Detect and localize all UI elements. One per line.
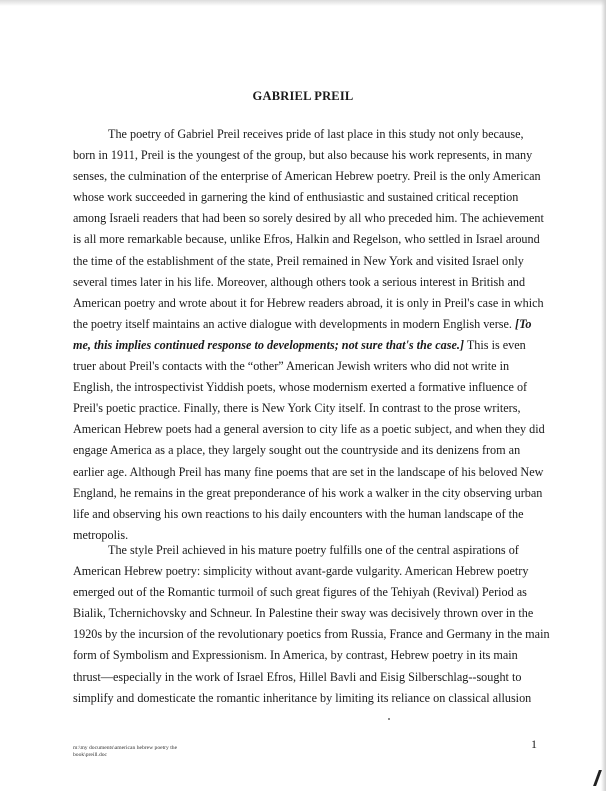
text-line: several times later in his life. Moreover, although others took a serious interest in British and	[73, 274, 526, 289]
text-segment: the poetry itself maintains an active dialogue with developments in modern English verse.	[73, 316, 512, 331]
scan-speck	[388, 718, 390, 720]
document-title: GABRIEL PREIL	[252, 89, 354, 103]
footer-path-line: m:\my documents\american hebrew poetry the	[73, 745, 178, 751]
text-line: life and observing his own reactions to his daily encounters with the human landscape of the	[73, 506, 524, 521]
text-line: born in 1911, Preil is the youngest of the group, but also because his work represents, in many	[73, 148, 533, 163]
text-line: English, the introspectivist Yiddish poets, whose modernism exerted a formative influence of	[73, 380, 528, 395]
scan-edge-top	[0, 0, 606, 6]
text-line: is all more remarkable because, unlike Efros, Halkin and Regelson, who settled in Israel around	[73, 232, 540, 247]
text-line: The poetry of Gabriel Preil receives pride of last place in this study not only because,	[108, 127, 524, 141]
text-line	[73, 335, 545, 356]
text-line: Preil's poetic practice. Finally, there is New York City itself. In contrast to the prose writers,	[73, 401, 521, 416]
text-line: American poetry and wrote about it for Hebrew readers abroad, it is only in Preil's case in which	[73, 295, 544, 310]
text-line: American Hebrew poetry: simplicity without avant-garde vulgarity. American Hebrew poetry	[73, 564, 529, 579]
editorial-note: me, this implies continued response to developments; not sure that's the case.]	[73, 337, 465, 352]
text-line: 1920s by the incursion of the revolutionary poetics from Russia, France and Germany in the main	[73, 627, 550, 642]
text-line: among Israeli readers that had been so sorely desired by all who preceded him. The achievement	[73, 211, 544, 226]
text-line: metropolis.	[73, 527, 129, 542]
paragraph-1	[73, 124, 545, 546]
paragraph-2	[73, 540, 550, 709]
text-line: thrust—especially in the work of Israel Efros, Hillel Bavli and Eisig Silberschlag--sought to	[73, 669, 522, 684]
footer-file-path	[73, 745, 233, 759]
text-line: the time of the establishment of the state, Preil remained in New York and visited Israel only	[73, 253, 524, 268]
scan-edge-right	[601, 0, 606, 791]
text-line: truer about Preil's contacts with the “other” American Jewish writers who did not write in	[73, 359, 510, 374]
text-line: England, he remains in the great preponderance of his work a walker in the city observing urban	[73, 485, 543, 500]
text-line: Bialik, Tchernichovsky and Schneur. In Palestine their sway was decisively thrown over in the	[73, 606, 534, 621]
text-line: emerged out of the Romantic turmoil of such great figures of the Tehiyah (Revival) Period as	[73, 585, 527, 600]
text-line: senses, the culmination of the enterprise of American Hebrew poetry. Preil is the only American	[73, 169, 541, 184]
editorial-note-open: [To	[515, 316, 532, 331]
text-line: American Hebrew poets had a general aversion to city life as a poetic subject, and when they did	[73, 422, 545, 437]
text-line: engage America as a place, they largely sought out the countryside and its denizens from an	[73, 443, 521, 458]
footer-path-line: book\preill.doc	[73, 752, 108, 758]
text-line: simplify and domesticate the romantic inheritance by limiting its reliance on classical allusion	[73, 690, 532, 705]
text-line	[73, 314, 545, 335]
text-line: whose work succeeded in garnering the kind of enthusiastic and sustained critical reception	[73, 190, 519, 205]
text-segment: This is even	[466, 337, 526, 352]
text-line: earlier age. Although Preil has many fine poems that are set in the landscape of his beloved New	[73, 464, 544, 479]
text-line: form of Symbolism and Expressionism. In America, by contrast, Hebrew poetry in its main	[73, 648, 518, 663]
text-line: The style Preil achieved in his mature poetry fulfills one of the central aspirations of	[108, 543, 519, 557]
page-number: 1	[531, 737, 537, 751]
